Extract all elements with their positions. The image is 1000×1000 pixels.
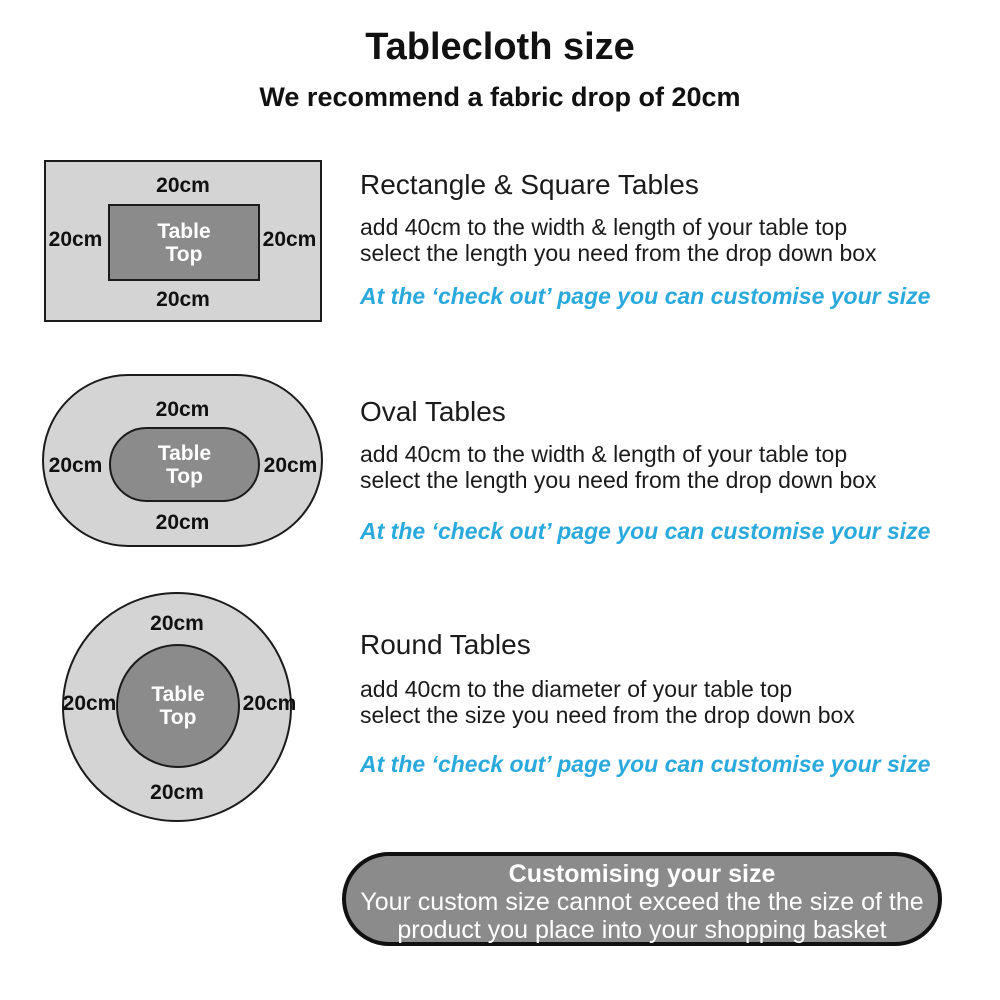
- table-top-shape: [109, 427, 260, 502]
- section-heading-round: Round Tables: [360, 629, 531, 660]
- instruction-line-2: select the length you need from the drop down box: [360, 467, 877, 493]
- round-tablecloth-diagram: [62, 592, 297, 822]
- page-subtitle: We recommend a fabric drop of 20cm: [259, 82, 741, 112]
- table-top-label-line2: Top: [159, 706, 197, 729]
- section-note-oval: At the ‘check out’ page you can customise your size: [360, 518, 931, 544]
- table-top-label-line1: Table: [157, 441, 212, 465]
- instruction-line-1: add 40cm to the width & length of your table top: [360, 214, 848, 240]
- table-top-label-line2: Top: [165, 242, 203, 266]
- section-heading-rectangle: Rectangle & Square Tables: [360, 169, 699, 200]
- drop-label-bottom: 20cm: [156, 288, 210, 311]
- instruction-line-1: add 40cm to the diameter of your table top: [360, 676, 793, 702]
- section-note-round: At the ‘check out’ page you can customise your size: [360, 751, 931, 777]
- instruction-line-2: select the length you need from the drop down box: [360, 240, 877, 266]
- drop-label-top: 20cm: [156, 174, 210, 197]
- section-heading-oval: Oval Tables: [360, 396, 506, 427]
- customising-note-box: [342, 852, 942, 946]
- rectangle-tablecloth-diagram: [44, 160, 322, 322]
- section-instructions-rectangle: [360, 214, 877, 266]
- drop-label-bottom: 20cm: [150, 781, 204, 804]
- section-instructions-round: [360, 676, 855, 728]
- section-note-rectangle: At the ‘check out’ page you can customise your size: [360, 283, 931, 309]
- drop-label-top: 20cm: [150, 612, 204, 635]
- table-top-shape: [116, 644, 240, 768]
- table-top-shape: [108, 204, 260, 281]
- instruction-line-1: add 40cm to the width & length of your table top: [360, 441, 848, 467]
- instruction-line-2: select the size you need from the drop down box: [360, 702, 855, 728]
- drop-label-bottom: 20cm: [155, 511, 210, 534]
- drop-label-right: 20cm: [263, 454, 318, 477]
- drop-label-left: 20cm: [48, 454, 103, 477]
- page-title: Tablecloth size: [365, 26, 635, 68]
- section-instructions-oval: [360, 441, 877, 493]
- drop-label-top: 20cm: [155, 398, 210, 421]
- customising-line-2: product you place into your shopping basket: [397, 916, 887, 944]
- drop-label-left: 20cm: [62, 692, 117, 715]
- table-top-label-line1: Table: [151, 683, 205, 706]
- drop-label-right: 20cm: [242, 692, 297, 715]
- table-top-label-line2: Top: [166, 464, 203, 488]
- oval-tablecloth-diagram: [42, 374, 323, 547]
- customising-line-1: Your custom size cannot exceed the the size of the: [360, 888, 924, 916]
- table-top-label-line1: Table: [157, 219, 211, 243]
- drop-label-right: 20cm: [262, 228, 317, 251]
- drop-label-left: 20cm: [48, 228, 103, 251]
- customising-heading: Customising your size: [508, 860, 776, 888]
